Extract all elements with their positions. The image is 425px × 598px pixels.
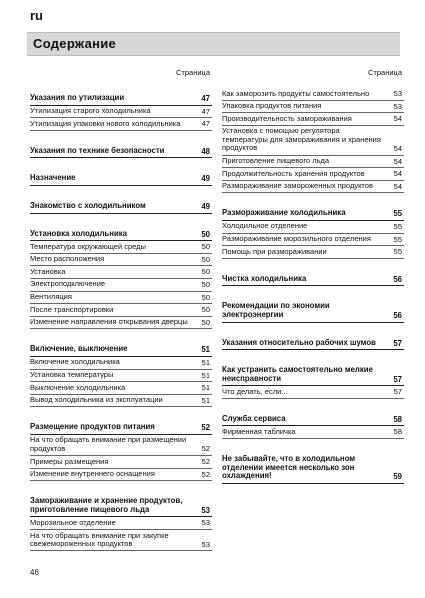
toc-entry-title: Размораживание замороженных продуктов [222, 181, 373, 191]
toc-entry-page: 51 [201, 383, 210, 393]
toc-entry-page: 50 [201, 229, 210, 239]
toc-entry-page: 52 [201, 444, 210, 454]
toc-entry-title: Примеры размещения [30, 456, 109, 466]
toc-entry-page: 49 [201, 201, 210, 211]
toc-entry[interactable] [30, 357, 212, 370]
toc-section[interactable] [222, 209, 404, 221]
toc-entry-title: Установка [30, 266, 66, 276]
toc-entry-title: Помощь при размораживании [222, 246, 327, 256]
toc-entry-title: На что обращать внимание при закупке свежемороженных продуктов [30, 530, 169, 549]
toc-entry-page: 53 [201, 539, 210, 549]
toc-entry[interactable] [30, 266, 212, 279]
toc-entry-title: Производительность замораживания [222, 113, 352, 123]
toc-entry-title: Приготовление пищевого льда [222, 156, 330, 166]
toc-entry-title: Вентиляция [30, 292, 72, 302]
toc-entry-page: 59 [393, 472, 402, 482]
toc-entry[interactable] [30, 241, 212, 254]
toc-entry-page: 53 [393, 89, 402, 98]
page-column-label: Страница [368, 68, 402, 77]
toc-entry[interactable] [30, 456, 212, 469]
toc-entry-page: 48 [201, 146, 210, 156]
toc-section[interactable] [222, 339, 404, 351]
toc-entry[interactable] [30, 517, 212, 530]
toc-entry[interactable] [222, 101, 404, 114]
toc-entry-title: Включение, выключение [30, 344, 128, 354]
toc-entry-title: Фирменная табличка [222, 426, 296, 436]
toc-entry-title: Утилизация упаковки нового холодильника [30, 118, 181, 128]
toc-entry[interactable] [30, 279, 212, 292]
toc-entry-page: 54 [393, 169, 402, 179]
toc-entry-title: После транспортировки [30, 304, 114, 314]
toc-entry-title: Включение холодильника [30, 357, 120, 367]
toc-section[interactable] [222, 302, 404, 322]
toc-entry[interactable] [30, 395, 212, 408]
toc-entry[interactable] [30, 254, 212, 267]
toc-entry-title: Указания по технике безопасности [30, 145, 165, 155]
toc-entry[interactable] [222, 156, 404, 169]
toc-entry-page: 53 [201, 505, 210, 515]
toc-section[interactable] [30, 94, 212, 106]
contents-title-bar [27, 32, 400, 56]
toc-entry-page: 50 [201, 242, 210, 252]
toc-entry-page: 51 [201, 357, 210, 367]
toc-entry-page: 53 [393, 101, 402, 111]
toc-entry-page: 54 [393, 114, 402, 124]
toc-entry-title: Температура окружающей среды [30, 241, 146, 251]
toc-section[interactable] [222, 415, 404, 427]
toc-entry-page: 51 [201, 370, 210, 380]
toc-entry-page: 58 [393, 427, 402, 437]
toc-entry[interactable] [30, 118, 212, 131]
toc-entry-page: 55 [393, 209, 402, 219]
toc-entry[interactable] [222, 426, 404, 439]
toc-entry-title: Изменение направления открывания дверцы [30, 317, 188, 327]
toc-entry-title: Продолжительность хранения продуктов [222, 168, 365, 178]
toc-entry-page: 47 [201, 94, 210, 103]
page-number: 46 [30, 568, 39, 577]
toc-entry-page: 50 [201, 279, 210, 289]
toc-entry-page: 55 [393, 234, 402, 244]
toc-entry-title: Замораживание и хранение продуктов, приготовление пищевого льда [30, 496, 183, 514]
toc-entry-page: 49 [201, 174, 210, 184]
toc-entry[interactable] [30, 382, 212, 395]
toc-entry-title: Выключение холодильника [30, 382, 126, 392]
toc-entry[interactable] [222, 246, 404, 259]
toc-entry-title: Как устранить самостоятельно мелкие неисправности [222, 365, 373, 383]
toc-entry[interactable] [222, 88, 404, 101]
toc-entry-page: 55 [393, 247, 402, 257]
toc-entry-page: 50 [201, 292, 210, 302]
toc-section[interactable] [30, 147, 212, 159]
toc-entry[interactable] [30, 370, 212, 383]
toc-entry-title: Размораживание холодильника [222, 208, 346, 218]
toc-entry[interactable] [30, 106, 212, 119]
toc-entry-title: Что делать, если... [222, 386, 288, 396]
toc-entry-title: Рекомендации по экономии электроэнергии [222, 301, 330, 319]
toc-entry-page: 57 [393, 387, 402, 397]
toc-entry[interactable] [30, 435, 212, 456]
page-column-label: Страница [176, 68, 210, 77]
language-code: ru [30, 8, 43, 23]
toc-entry[interactable] [30, 530, 212, 551]
toc-entry-page: 50 [201, 267, 210, 277]
toc-entry-title: Электроподключение [30, 279, 106, 289]
toc-entry-title: Упаковка продуктов питания [222, 101, 322, 111]
toc-entry-page: 55 [393, 221, 402, 231]
toc-entry[interactable] [222, 168, 404, 181]
toc-entry-title: Холодильное отделение [222, 221, 308, 231]
toc-section[interactable] [222, 366, 404, 386]
toc-section[interactable] [30, 202, 212, 214]
toc-entry-title: Служба сервиса [222, 413, 286, 423]
toc-entry-title: На что обращать внимание при размещении продуктов [30, 435, 187, 453]
toc-entry-title: Утилизация старого холодильника [30, 106, 151, 116]
toc-section[interactable] [222, 455, 404, 484]
toc-entry-page: 56 [393, 310, 402, 320]
toc-entry-title: Размещение продуктов питания [30, 422, 155, 432]
toc-column-right [222, 68, 404, 484]
toc-section[interactable] [30, 345, 212, 357]
toc-entry-title: Установка температуры [30, 370, 114, 379]
toc-entry[interactable] [222, 181, 404, 194]
toc-column-left [30, 68, 212, 551]
toc-entry-title: Размораживание морозильного отделения [222, 234, 371, 244]
toc-entry-page: 50 [201, 254, 210, 264]
toc-entry[interactable] [222, 386, 404, 399]
toc-entry[interactable] [222, 113, 404, 126]
toc-entry-title: Указания относительно рабочих шумов [222, 337, 376, 347]
toc-entry-page: 52 [201, 457, 210, 467]
toc-entry[interactable] [222, 234, 404, 247]
toc-entry-title: Назначение [30, 173, 76, 183]
toc-entry-page: 54 [393, 181, 402, 191]
toc-entry-page: 57 [393, 338, 402, 348]
toc-entry[interactable] [30, 304, 212, 317]
toc-entry-title: Изменение внутреннего оснащения [30, 469, 155, 479]
toc-entry-title: Установка с помощью регулятора температуры для замораживания и хранения продуктов [222, 126, 381, 153]
toc-entry[interactable] [30, 317, 212, 330]
toc-entry-page: 50 [201, 305, 210, 315]
toc-entry-page: 52 [201, 469, 210, 479]
toc-section[interactable] [30, 423, 212, 435]
toc-entry-page: 53 [201, 518, 210, 528]
toc-entry-title: Как заморозить продукты самостоятельно [222, 88, 370, 98]
toc-entry-page: 47 [201, 119, 210, 129]
toc-entry-title: Знакомство с холодильником [30, 200, 146, 210]
toc-entry[interactable] [30, 292, 212, 305]
page-title: Содержание [33, 36, 117, 51]
toc-entry-page: 58 [393, 414, 402, 424]
toc-entry-title: Морозильное отделение [30, 517, 116, 527]
toc-entry-page: 54 [393, 156, 402, 166]
toc-entry-title: Место расположения [30, 254, 105, 264]
toc-entry-title: Указания по утилизации [30, 93, 125, 102]
toc-entry[interactable] [30, 469, 212, 482]
toc-entry-page: 54 [393, 143, 402, 153]
toc-entry-page: 52 [201, 423, 210, 433]
toc-section[interactable] [30, 497, 212, 517]
toc-section[interactable] [30, 230, 212, 242]
toc-entry-title: Установка холодильника [30, 228, 127, 238]
toc-entry-title: Не забывайте, что в холодильном отделении имеется несколько зон охлаждения! [222, 454, 355, 481]
toc-entry-title: Вывод холодильника из эксплуатации [30, 395, 163, 405]
toc-entry-page: 50 [201, 317, 210, 327]
toc-entry[interactable] [222, 221, 404, 234]
toc-entry-page: 56 [393, 274, 402, 284]
toc-entry-page: 57 [393, 374, 402, 384]
toc-entry-title: Чистка холодильника [222, 273, 307, 283]
toc-section[interactable] [30, 174, 212, 186]
toc-entry[interactable] [222, 126, 404, 156]
toc-entry-page: 51 [201, 395, 210, 405]
toc-entry-page: 47 [201, 106, 210, 116]
toc-section[interactable] [222, 275, 404, 287]
toc-entry-page: 51 [201, 345, 210, 355]
